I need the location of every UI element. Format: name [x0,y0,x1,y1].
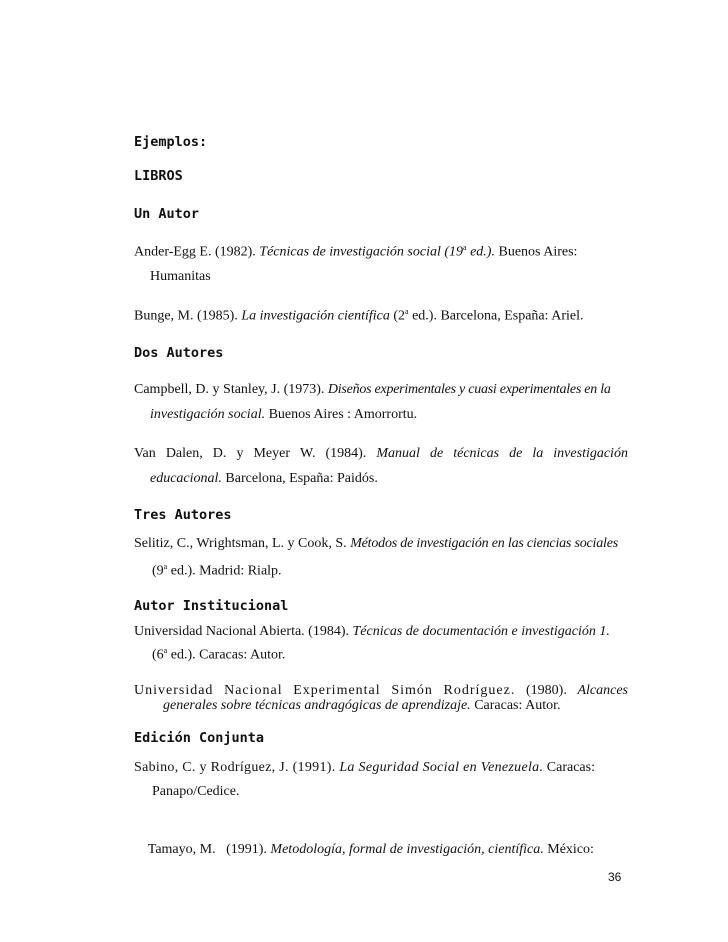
reference-una-line2: (6$^a$ ed.). Caracas: Autor. [152,646,286,663]
reference-ander-egg-line1: Ander-Egg E. (1982). Técnicas de investigación social (19$^a$ ed.). Buenos Aires: [134,243,578,260]
reference-unesr-line2: generales sobre técnicas andragógicas de aprendizaje. Caracas: Autor. [163,698,561,713]
reference-tamayo: Tamayo, M. (1991). Metodología, formal de investigación, científica. México: [147,842,594,857]
reference-bunge: Bunge, M. (1985). La investigación científica (2$^a$ ed.). Barcelona, España: Ariel. [134,307,584,324]
heading-autor-institucional: Autor Institucional [134,598,289,614]
page-number: 36 [608,870,622,884]
heading-tres-autores: Tres Autores [134,507,232,523]
heading-edicion-conjunta: Edición Conjunta [134,730,265,746]
heading-un-autor: Un Autor [134,206,200,222]
reference-selitiz-line1: Selitiz, C., Wrightsman, L. y Cook, S. Métodos de investigación en las ciencias sociales [134,536,618,551]
heading-dos-autores: Dos Autores [134,345,224,361]
reference-unesr-line1: Universidad Nacional Experimental Simón Rodríguez. (1980). Alcances [134,683,628,698]
reference-van-dalen-line1: Van Dalen, D. y Meyer W. (1984). Manual de técnicas de la investigación [134,446,628,461]
reference-campbell-line1: Campbell, D. y Stanley, J. (1973). Diseños experimentales y cuasi experimentales en la [134,382,611,397]
reference-campbell-line2: investigación social. Buenos Aires : Amorrortu. [150,407,418,422]
reference-van-dalen-line2: educacional. Barcelona, España: Paidós. [150,471,378,486]
reference-ander-egg-line2: Humanitas [150,269,211,284]
heading-libros: LIBROS [134,168,183,184]
reference-selitiz-line2: (9$^a$ ed.). Madrid: Rialp. [152,562,282,579]
reference-sabino-line2: Panapo/Cedice. [152,784,240,799]
reference-una-line1: Universidad Nacional Abierta. (1984). Técnicas de documentación e investigación 1. [134,624,610,639]
heading-ejemplos: Ejemplos: [134,134,208,150]
reference-sabino-line1: Sabino, C. y Rodríguez, J. (1991). La Seguridad Social en Venezuela. Caracas: [134,760,595,775]
